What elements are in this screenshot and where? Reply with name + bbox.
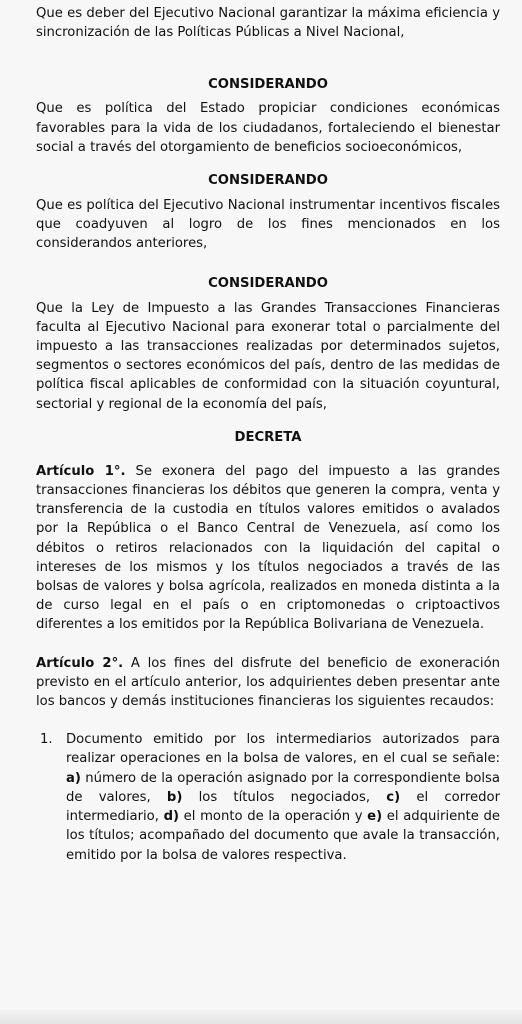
heading-considerando-3: CONSIDERANDO xyxy=(208,275,328,291)
heading-considerando-2: CONSIDERANDO xyxy=(208,173,328,189)
list-item xyxy=(36,730,500,864)
heading-considerando-1: CONSIDERANDO xyxy=(208,77,328,93)
list-item-text: Documento emitido por los intermediarios autorizados para realizar operaciones en la bolsa de valores, en el cual se señale: a) número de la operación asignado por la correspondiente bolsa de valores, b) los títulos negociados, c) el corredor intermediario, d) el monto de la operación y e) el adquiriente de los títulos; acompañado del documento que avale la transacción, emitido por la bolsa de valores respectiva. xyxy=(66,732,501,863)
article-2-label: Artículo 2°. xyxy=(36,655,124,671)
article-2 xyxy=(36,654,500,712)
article-2-text: A los fines del disfrute del beneficio de exoneración previsto en el artículo anterior, los adquirientes deben presentar ante los bancos y demás instituciones financieras los siguientes recaudos: xyxy=(36,655,500,710)
article-1-text: Se exonera del pago del impuesto a las grandes transacciones financieras los débitos que generen la compra, venta y transferencia de la custodia en títulos valores emitidos o avalados por la República o el Banco Central de Venezuela, así como los débitos o retiros relacionados con la liquidación del capital o intereses de los mismos y los títulos negociados a través de las bolsas de valores y bolsa agrícola, realizados en moneda distinta a la de curso legal en el país o en criptomonedas o criptoactivos diferentes a los emitidos por la República Bolivariana de Venezuela. xyxy=(36,463,500,633)
page-bottom-edge xyxy=(0,1010,522,1024)
heading-decreta: DECRETA xyxy=(234,429,302,445)
paragraph-considerando-1: Que es política del Estado propiciar condiciones económicas favorables para la vida de los ciudadanos, fortaleciendo el bienestar social a través del otorgamiento de beneficios socioeconómicos, xyxy=(36,101,500,155)
list-item-number: 1. xyxy=(40,732,53,748)
paragraph-considerando-3: Que la Ley de Impuesto a las Grandes Transacciones Financieras faculta al Ejecutivo Nacional para exonerar total o parcialmente del impuesto a las transacciones realizadas por determinados sujetos, segmentos o sectores económicos del país, dentro de las medidas de política fiscal aplicables de conformidad con la situación coyuntural, sectorial y regional de la economía del país, xyxy=(36,300,500,412)
paragraph-intro: Que es deber del Ejecutivo Nacional garantizar la máxima eficiencia y sincronización de las Políticas Públicas a Nivel Nacional, xyxy=(36,6,500,41)
article-1-label: Artículo 1°. xyxy=(36,463,126,479)
paragraph-considerando-2: Que es política del Ejecutivo Nacional instrumentar incentivos fiscales que coadyuven al logro de los fines mencionados en los considerandos anteriores, xyxy=(36,198,500,252)
requirements-list xyxy=(36,730,500,864)
article-1 xyxy=(36,462,500,635)
